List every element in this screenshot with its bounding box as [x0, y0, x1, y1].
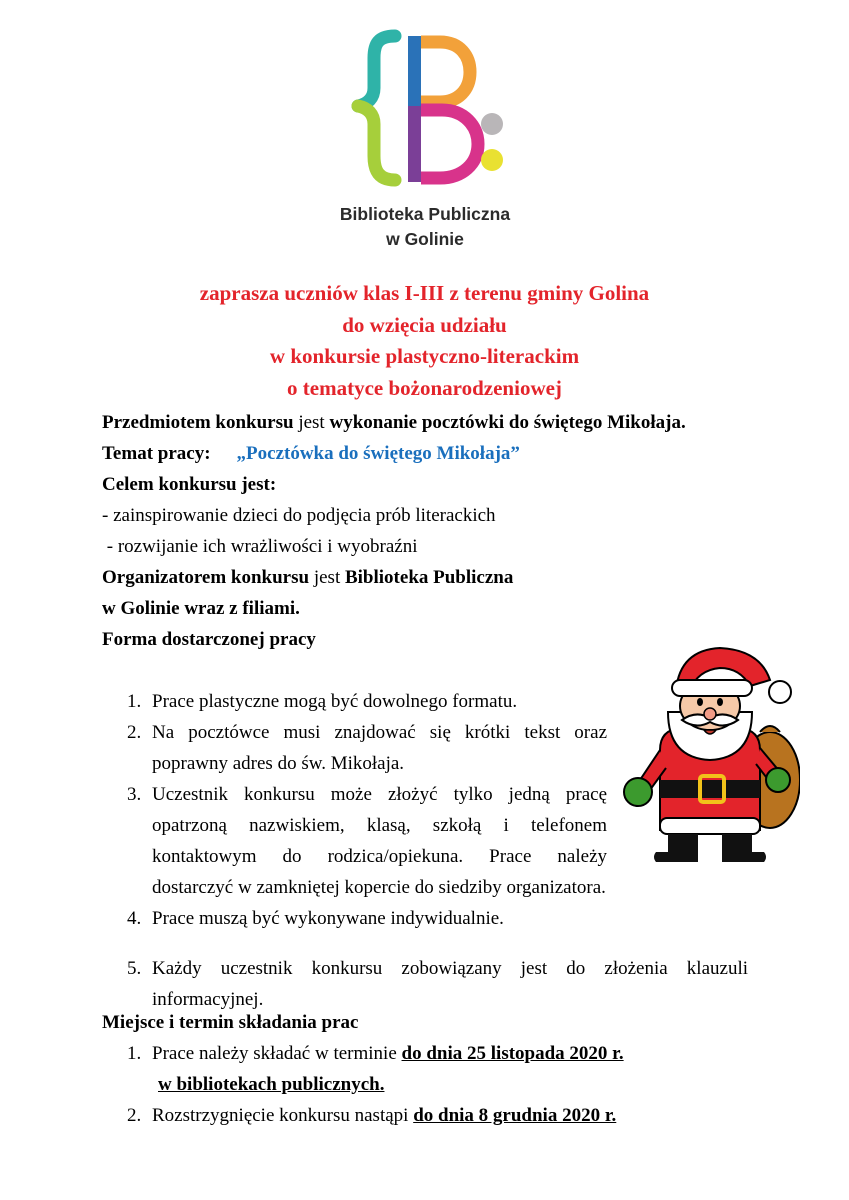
subject-paragraph	[102, 407, 748, 438]
organizer-name: Biblioteka Publiczna	[344, 567, 514, 588]
list-item-text: Na pocztówce musi znajdować się krótki tekst oraz poprawny adres do św. Mikołaja.	[152, 722, 607, 774]
organizer-label: Organizatorem konkursu	[102, 567, 310, 588]
list-item	[102, 717, 607, 779]
goal-label	[102, 469, 748, 500]
theme-value: „Pocztówka do świętego Mikołaja”	[236, 443, 520, 464]
heading-line-2: do wzięcia udziału	[342, 312, 507, 337]
deadline-item-1	[102, 1038, 748, 1069]
library-logo	[340, 28, 510, 198]
organizer-line-2	[102, 593, 748, 624]
list-item-number: 4.	[127, 908, 142, 929]
invitation-heading	[60, 278, 789, 404]
list-item-number: 2.	[127, 722, 142, 743]
heading-line-1: zaprasza uczniów klas I-III z terenu gminy Golina	[199, 281, 650, 305]
heading-line-4: o tematyce bożonarodzeniowej	[287, 375, 562, 400]
deadline-item-2-number: 2.	[127, 1105, 142, 1126]
deadline-location: w bibliotekach publicznych.	[158, 1074, 385, 1095]
form-list-continued	[102, 953, 748, 1015]
list-item-text: Uczestnik konkursu może złożyć tylko jedną pracę opatrzoną nazwiskiem, klasą, szkołą i telefonem kontaktowym do rodzica/opiekuna. Prace należy dostarczyć w zamkniętej kopercie do siedziby organizatora.	[152, 784, 607, 898]
organizer-connector: jest	[309, 567, 345, 588]
deadline-item-1-line2	[102, 1069, 748, 1100]
organizer-name-2: w Golinie wraz z filiami.	[102, 598, 300, 619]
deadline-date-2: do dnia 8 grudnia 2020 r.	[413, 1105, 617, 1126]
deadline-item-1-number: 1.	[127, 1043, 142, 1064]
list-item-number: 1.	[127, 691, 142, 712]
santa-claus-illustration	[620, 640, 800, 870]
form-list	[102, 686, 607, 934]
deadline-item-2	[102, 1100, 748, 1131]
subject-label: Przedmiotem konkursu	[102, 412, 294, 433]
list-item-text: Każdy uczestnik konkursu zobowiązany jest do złożenia klauzuli informacyjnej.	[152, 958, 748, 1010]
list-item-number: 3.	[127, 784, 142, 805]
list-item	[102, 779, 607, 903]
list-item-text: Prace muszą być wykonywane indywidualnie.	[152, 908, 504, 929]
intro-section	[102, 407, 748, 655]
library-name-line1: Biblioteka Publiczna	[339, 204, 511, 224]
deadline-section	[102, 1007, 748, 1131]
library-name	[270, 202, 580, 252]
deadline-item-1-text: Prace należy składać w terminie	[152, 1043, 402, 1064]
list-item-text: Prace plastyczne mogą być dowolnego formatu.	[152, 691, 518, 712]
theme-line	[102, 438, 748, 469]
goal-label-text: Celem konkursu jest:	[102, 474, 277, 495]
goal-item-1: - zainspirowanie dzieci do podjęcia prób literackich	[102, 505, 496, 526]
library-name-line2: w Golinie	[386, 229, 464, 249]
subject-connector: jest	[293, 412, 330, 433]
list-item	[102, 903, 607, 934]
form-label-text: Forma dostarczonej pracy	[102, 629, 316, 650]
subject-value: wykonanie pocztówki do świętego Mikołaja.	[329, 412, 686, 433]
list-item-number: 5.	[127, 958, 142, 979]
deadline-label: Miejsce i termin składania prac	[102, 1012, 359, 1033]
list-item	[102, 686, 607, 717]
heading-line-3: w konkursie plastyczno-literackim	[269, 344, 580, 368]
deadline-date-1: do dnia 25 listopada 2020 r.	[401, 1043, 624, 1064]
goal-item-2: - rozwijanie ich wrażliwości i wyobraźni	[102, 536, 418, 557]
deadline-item-2-text: Rozstrzygnięcie konkursu nastąpi	[152, 1105, 414, 1126]
organizer-line	[102, 562, 748, 593]
theme-label: Temat pracy:	[102, 443, 211, 464]
list-item	[102, 953, 748, 1015]
